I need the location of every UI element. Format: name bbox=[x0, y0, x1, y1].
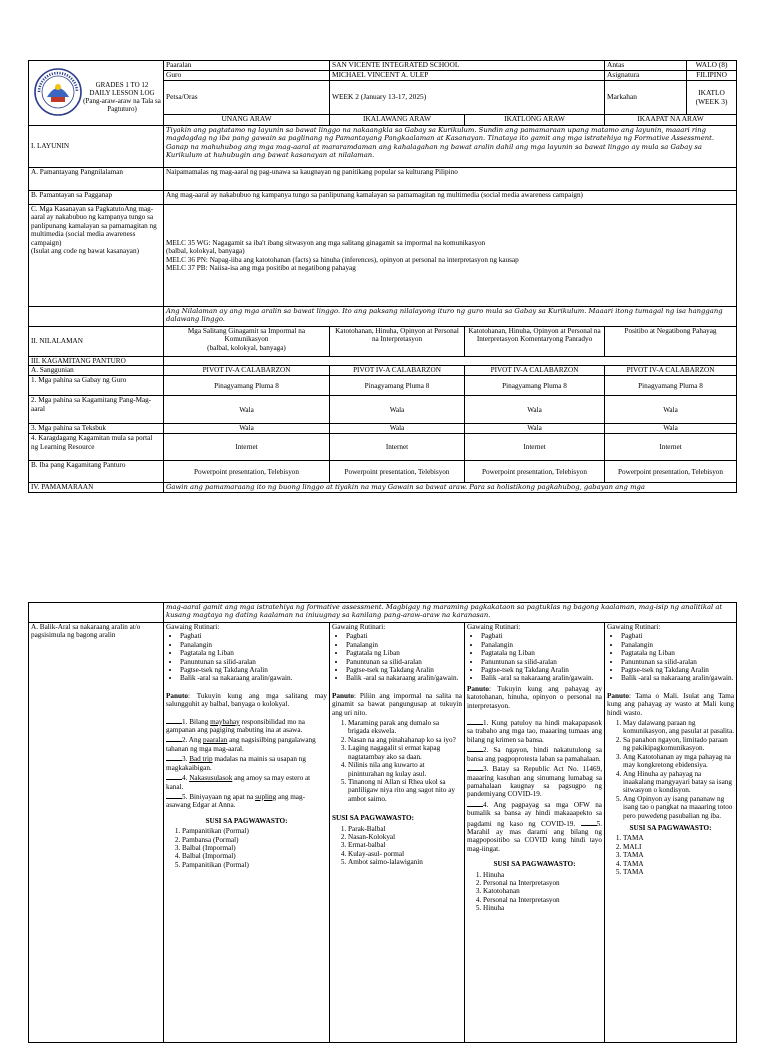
question-text: 3. bbox=[182, 755, 190, 764]
pamamaraan-intro-2: mag-aaral gamit ang mga istratehiya ng formative assessment. Magbigay ng maraming pagkakataon sa pagtuklas ng bagong kaalaman, mag-isip ng analitikal at kusang magtaya ng dating kaalaman na iniuugnay sa kanilang pang-araw-araw na karanasan. bbox=[164, 603, 737, 623]
routine-item: • Panuntunan sa silid-aralan bbox=[621, 658, 734, 666]
balik-aral-day-2 bbox=[330, 623, 465, 1043]
label-grade: Antas bbox=[605, 61, 687, 71]
kagamitan-r4-day-2: Internet bbox=[330, 434, 465, 461]
answer-blank bbox=[166, 734, 182, 742]
panuto-label: Panuto bbox=[332, 691, 354, 700]
label-school: Paaralan bbox=[164, 61, 330, 71]
value-school: SAN VICENTE INTEGRATED SCHOOL bbox=[330, 61, 605, 71]
routine-list-day-4 bbox=[607, 632, 734, 682]
answer-blank bbox=[166, 791, 182, 799]
answer-blank bbox=[467, 799, 483, 807]
routine-title-day-4: Gawaing Rutinari: bbox=[607, 623, 661, 631]
value-grade: WALO (8) bbox=[687, 61, 737, 71]
deped-seal-icon bbox=[33, 67, 83, 117]
day-header-1: UNANG ARAW bbox=[164, 115, 330, 126]
panuto-label: Panuto bbox=[607, 691, 629, 700]
section-pamamaraan-title: IV. PAMAMARAAN bbox=[29, 483, 164, 493]
routine-title-day-3: Gawaing Rutinari: bbox=[467, 623, 521, 631]
header-logo-cell bbox=[29, 61, 164, 126]
pamamaraan-intro-1: Gawin ang pamamaraang ito ng buong linggo at tiyakin na may Gawain sa bawat araw. Para sa holistikong pagkahubog, gabayan ang mga bbox=[164, 483, 737, 493]
underlined-word: supling bbox=[255, 792, 277, 801]
answer-blank bbox=[581, 818, 597, 826]
label-date: Petsa/Oras bbox=[164, 81, 330, 115]
kagamitan-r3-day-2: Wala bbox=[330, 424, 465, 434]
kagamitan-r2-day-4: Wala bbox=[605, 396, 737, 424]
panuto-text: : Piliin ang impormal na salita na ginamit sa bawat pangungusap at tukuyin ang uri nito. bbox=[332, 691, 462, 717]
panuto-text: : Tukuyin kung ang pahayag ay katotohanan, hinuha, opinyon o personal na interpretasyon. bbox=[467, 684, 602, 710]
answer-key-item: 5. Hinuha bbox=[483, 904, 602, 912]
routine-item: • Pagtatala ng Liban bbox=[481, 649, 602, 657]
quarter-line-1: IKATLO bbox=[698, 88, 725, 98]
nilalaman-day-1-types: (balbal, kolokyal, banyaga) bbox=[207, 343, 286, 352]
balik-aral-day-3 bbox=[465, 623, 605, 1043]
layunin-intro: Tiyakin ang pagtatamo ng layunin sa bawat linggo na nakaangkla sa Gabay sa Kurikulum. Sundin ang pamamaraan upang matamo ang layunin, maaari ring magdagdag ng iba pang gawain sa paglinang ng Pamantayang Pangkaalaman at Kasanayan. Tinataya ito gamit ang mga istratehiya ng Formative Assessment. Ganap na mahuhubog ang mga mag-aaral at mararamdaman ang kahalagahan ng bawat aralin dahil ang mga layunin sa bawat linggo ay mula sa Gabay sa Kurikulum at huhubugin ang bawat kasanayan at nilalaman. bbox=[164, 126, 737, 168]
melc-37: MELC 37 PB: Naiisa-isa ang mga positibo at negatibong pahayag bbox=[166, 263, 356, 272]
nilalaman-day-3: Katotohanan, Hinuha, Opinyon at Personal na Interpretasyon Komentaryong Panradyo bbox=[465, 327, 605, 357]
answer-key-day-3 bbox=[467, 871, 602, 913]
kagamitan-r2-day-2: Wala bbox=[330, 396, 465, 424]
routine-item: • Panalangin bbox=[180, 641, 327, 649]
answer-key-item: 1. Parak-Balbal bbox=[348, 825, 462, 833]
section-kagamitan-title: III. KAGAMITANG PANTURO bbox=[29, 357, 164, 366]
question-item: 2. Sa panahon ngayon, limitado paraan ng pakikipagkomunikasyon. bbox=[623, 736, 734, 753]
value-subject: FILIPINO bbox=[687, 71, 737, 81]
answer-key-title-day-4: SUSI SA PAGWAWASTO: bbox=[629, 823, 712, 832]
question-text: responsibilidad mo na gampanan ang pagiging mabuting ina at asawa. bbox=[166, 717, 305, 735]
layunin-b-label: B. Pamantayan sa Pagganap bbox=[29, 191, 164, 205]
answer-key-title-day-1: SUSI SA PAGWAWASTO: bbox=[205, 816, 288, 825]
question-text: 1. Kung patuloy na hindi makapapasok sa trabaho ang mga tao, maaaring tumaas ang bilang ng krimen sa bansa. bbox=[467, 719, 602, 744]
routine-item: • Panalangin bbox=[346, 641, 462, 649]
questions-day-4 bbox=[607, 719, 734, 820]
routine-item: • Balik -aral sa nakaraang aralin/gawain. bbox=[180, 674, 327, 682]
routine-item: • Panalangin bbox=[621, 641, 734, 649]
routine-item: • Pagbati bbox=[481, 632, 602, 640]
routine-item: • Panuntunan sa silid-aralan bbox=[346, 658, 462, 666]
routine-title-day-2: Gawaing Rutinari: bbox=[332, 623, 386, 631]
kagamitan-r2-day-3: Wala bbox=[465, 396, 605, 424]
underlined-word: paaralan bbox=[202, 736, 228, 745]
value-quarter bbox=[687, 81, 737, 115]
quarter-line-2: (WEEK 3) bbox=[695, 96, 728, 106]
question-text: ang nagsisilbing pangalawang tahanan ng mga mag-aaral. bbox=[166, 736, 316, 753]
question-text: 5. Biniyayaan ng apat na bbox=[182, 792, 256, 801]
kagamitan-b-day-2: Powerpoint presentation, Telebisyon bbox=[330, 461, 465, 483]
questions-day-2 bbox=[332, 719, 462, 803]
nilalaman-intro: Ang Nilalaman ay ang mga aralin sa bawat linggo. Ito ang paksang nilalayong ituro ng guro mula sa Gabay sa Kurikulum. Maaari itong tumagal ng isa hanggang dalawang linggo. bbox=[164, 307, 737, 327]
answer-key-item: 5. TAMA bbox=[623, 868, 734, 876]
nilalaman-day-2: Katotohanan, Hinuha, Opinyon at Personal na Interpretasyon bbox=[330, 327, 465, 357]
question-item: 2. Nasan na ang pinahahanap ko sa iyo? bbox=[348, 736, 462, 744]
question-text: ang amoy sa may estero at kanal. bbox=[166, 774, 311, 791]
melc-35: MELC 35 WG: Nagagamit sa iba't ibang sitwasyon ang mga salitang ginagamit sa impormal na komunikasyon bbox=[166, 238, 486, 247]
kagamitan-a-day-2: PIVOT IV-A CALABARZON bbox=[330, 366, 465, 376]
question-2 bbox=[166, 734, 327, 753]
dll-page-1 bbox=[28, 60, 736, 493]
melc-35-types: (balbal, kolokyal, banyaga) bbox=[166, 247, 245, 256]
answer-key-item: 5. Pampanitikan (Pormal) bbox=[182, 861, 327, 869]
answer-key-item: 4. TAMA bbox=[623, 860, 734, 868]
question-1 bbox=[166, 716, 327, 735]
kagamitan-r1-day-4: Pinagyamang Pluma 8 bbox=[605, 376, 737, 396]
answer-blank bbox=[166, 753, 182, 761]
routine-item: • Pagbati bbox=[180, 632, 327, 640]
answer-blank bbox=[467, 744, 483, 752]
routine-item: • Pagbati bbox=[621, 632, 734, 640]
answer-blank bbox=[166, 772, 182, 780]
label-teacher: Guro bbox=[164, 71, 330, 81]
answer-key-day-4 bbox=[607, 834, 734, 876]
kagamitan-b-day-3: Powerpoint presentation, Telebisyon bbox=[465, 461, 605, 483]
dll-page-2 bbox=[28, 602, 736, 1043]
label-subject: Asignatura bbox=[605, 71, 687, 81]
kagamitan-r4-day-4: Internet bbox=[605, 434, 737, 461]
dll-subtitle: (Pang-araw-araw na Tala sa Pagtuturo) bbox=[83, 97, 161, 113]
routine-item: • Balik -aral sa nakaraang aralin/gawain. bbox=[346, 674, 462, 682]
routine-list-day-3 bbox=[467, 632, 602, 682]
balik-aral-day-4 bbox=[605, 623, 737, 1043]
routine-item: • Panuntunan sa silid-aralan bbox=[481, 658, 602, 666]
question-item: 3. Ang Katotohanan ay mga pahayag na may kongkretong ebidensiya. bbox=[623, 753, 734, 770]
kagamitan-r2-day-1: Wala bbox=[164, 396, 330, 424]
answer-key-item: 4. Balbal (Impormal) bbox=[182, 852, 327, 860]
layunin-c-label bbox=[29, 205, 164, 307]
dll-title-line-1: GRADES 1 TO 12 bbox=[95, 81, 149, 89]
answer-key-title-day-3: SUSI SA PAGWAWASTO: bbox=[493, 860, 576, 869]
dll-title-line-2: DAILY LESSON LOG bbox=[89, 89, 155, 97]
answer-key-title-day-2: SUSI SA PAGWAWASTO: bbox=[332, 814, 415, 823]
balik-aral-day-1 bbox=[164, 623, 330, 1043]
day-header-4: IKAAPAT NA ARAW bbox=[605, 115, 737, 126]
answer-key-item: 4. Kulay-asul- pormal bbox=[348, 850, 462, 858]
question-5 bbox=[166, 791, 327, 810]
panuto-day-3 bbox=[467, 685, 602, 710]
routine-item: • Panalangin bbox=[481, 641, 602, 649]
answer-key-item: 2. Nasan-Kolokyal bbox=[348, 833, 462, 841]
underlined-word: Nakasusulasok bbox=[189, 774, 233, 783]
answer-key-item: 3. TAMA bbox=[623, 851, 734, 859]
kagamitan-r3-day-4: Wala bbox=[605, 424, 737, 434]
routine-item: • Pagtse-tsek ng Takdang Aralin bbox=[346, 666, 462, 674]
panuto-label: Panuto bbox=[166, 691, 188, 700]
kagamitan-b-day-4: Powerpoint presentation, Telebisyon bbox=[605, 461, 737, 483]
question-item: 1. May dalawang paraan ng komunikasyon, ang pasulat at pasalita. bbox=[623, 719, 734, 736]
question-4 bbox=[467, 799, 602, 853]
answer-key-item: 5. Ambot saimo-lalawiganin bbox=[348, 858, 462, 866]
answer-blank bbox=[166, 716, 182, 724]
answer-blank bbox=[467, 763, 483, 771]
panuto-label: Panuto bbox=[467, 684, 489, 693]
routine-item: • Pagtatala ng Liban bbox=[180, 649, 327, 657]
layunin-c-label-text: C. Mga Kasanayan sa PagkatutoAng mag-aaral ay nakabubuo ng kampanya tungo sa panlipunang kamalayan sa pamamagitan ng multimedia (social media awareness campaign) bbox=[31, 205, 157, 247]
routine-item: • Pagtatala ng Liban bbox=[621, 649, 734, 657]
question-text: ang mag-asawang Edgar at Anna. bbox=[166, 792, 305, 810]
question-item: 5. Ang Opinyon ay isang pananaw ng isang tao o pangkat na maaaring totoo pero puwedeng pasubalian ng iba. bbox=[623, 795, 734, 820]
question-2 bbox=[467, 744, 602, 763]
question-text: 2. Sa ngayon, hindi nakatutulong sa bansa ang pagpoprotesta laban sa pamahalaan. bbox=[467, 746, 602, 763]
layunin-a-text: Naipamamalas ng mag-aaral ng pag-unawa sa kaugnayan ng panitikang popular sa kulturang Pilipino bbox=[164, 168, 737, 191]
question-item: 4. Ang Hinuha ay pahayag na inaakalang mangyayari batay sa isang sitwasyon o kondisyon. bbox=[623, 770, 734, 795]
kagamitan-b-day-1: Powerpoint presentation, Telebisyon bbox=[164, 461, 330, 483]
routine-item: • Pagtse-tsek ng Takdang Aralin bbox=[180, 666, 327, 674]
question-text: 4. Ang pagpayag sa mga OFW na bumalik sa bansa ay hindi makaaapekto sa pagdami ng kaso ng COVID-19. bbox=[467, 800, 602, 828]
routine-item: • Pagtse-tsek ng Takdang Aralin bbox=[621, 666, 734, 674]
question-text: 1. Bilang bbox=[182, 717, 211, 726]
answer-key-item: 2. Pambansa (Pormal) bbox=[182, 836, 327, 844]
question-text: 4. bbox=[182, 774, 190, 783]
layunin-c-melc bbox=[164, 205, 737, 307]
panuto-text: : Tukuyin kung ang mga salitang may salungguhit ay balbal, banyaga o kolokyal. bbox=[166, 691, 327, 709]
nilalaman-blank bbox=[29, 307, 164, 327]
melc-36: MELC 36 PN: Napag-iiba ang katotohanan (facts) sa hinuha (inferences), opinyon at personal na interpretasyon ng kausap bbox=[166, 255, 519, 264]
routine-list-day-2 bbox=[332, 632, 462, 682]
question-text: 3. Batay sa Republic Act No. 11469, maaaring kasuhan ang sinumang lumabag sa pamahalaan kaugnay sa pagsugpo ng pandemiyang COVID-19. bbox=[467, 765, 602, 799]
kagamitan-r1-day-2: Pinagyamang Pluma 8 bbox=[330, 376, 465, 396]
section-nilalaman-title: II. NILALAMAN bbox=[29, 327, 164, 357]
answer-key-item: 1. Hinuha bbox=[483, 871, 602, 879]
dll-table-1 bbox=[28, 60, 737, 493]
pamamaraan-intro-blank bbox=[29, 603, 164, 623]
kagamitan-r3-label: 3. Mga pahina sa Teksbuk bbox=[29, 424, 164, 434]
day-header-2: IKALAWANG ARAW bbox=[330, 115, 465, 126]
panuto-text: : Tama o Mali. Isulat ang Tama kung ang pahayag ay wasto at Mali kung hindi wasto. bbox=[607, 691, 735, 717]
pamamaraan-a-label: A. Balik-Aral sa nakaraang aralin at/o pagsisimula ng bagong aralin bbox=[29, 623, 164, 1043]
dll-title bbox=[83, 81, 161, 113]
kagamitan-a-day-1: PIVOT IV-A CALABARZON bbox=[164, 366, 330, 376]
question-item: 1. Maraming parak ang dumalo sa brigada ekswela. bbox=[348, 719, 462, 736]
kagamitan-r4-day-1: Internet bbox=[164, 434, 330, 461]
routine-item: • Balik -aral sa nakaraang aralin/gawain. bbox=[621, 674, 734, 682]
day-header-3: IKATLONG ARAW bbox=[465, 115, 605, 126]
underlined-word: Bad trip bbox=[189, 755, 213, 764]
kagamitan-a-label: A. Sanggunian bbox=[29, 366, 164, 376]
question-1 bbox=[467, 717, 602, 744]
panuto-day-2 bbox=[332, 692, 462, 717]
underlined-word: maybahay bbox=[210, 717, 240, 726]
routine-item: • Panuntunan sa silid-aralan bbox=[180, 658, 327, 666]
label-quarter: Markahan bbox=[605, 81, 687, 115]
kagamitan-r4-day-3: Internet bbox=[465, 434, 605, 461]
answer-blank bbox=[467, 717, 483, 725]
nilalaman-day-1 bbox=[164, 327, 330, 357]
kagamitan-b-label: B. Iba pang Kagamitang Panturo bbox=[29, 461, 164, 483]
kagamitan-a-day-3: PIVOT IV-A CALABARZON bbox=[465, 366, 605, 376]
section-layunin-title: I. LAYUNIN bbox=[29, 126, 164, 168]
answer-key-item: 1. Pampanitikan (Pormal) bbox=[182, 827, 327, 835]
answer-key-item: 2. MALI bbox=[623, 843, 734, 851]
kagamitan-r1-day-1: Pinagyamang Pluma 8 bbox=[164, 376, 330, 396]
question-text: madalas na mainis sa usapan ng magkakaibigan. bbox=[166, 755, 306, 772]
nilalaman-day-1-topic: Mga Salitang Ginagamit sa Impormal na Komunikasyon bbox=[187, 327, 306, 344]
routine-item: • Pagbati bbox=[346, 632, 462, 640]
value-date: WEEK 2 (January 13-17, 2025) bbox=[330, 81, 605, 115]
kagamitan-blank bbox=[164, 357, 737, 366]
answer-key-day-2 bbox=[332, 825, 462, 867]
answer-key-day-1 bbox=[166, 827, 327, 869]
routine-item: • Pagtatala ng Liban bbox=[346, 649, 462, 657]
kagamitan-r3-day-1: Wala bbox=[164, 424, 330, 434]
answer-key-item: 4. Personal na Interpretasyon bbox=[483, 896, 602, 904]
kagamitan-r4-label: 4. Karagdagang Kagamitan mula sa portal ng Learning Resource bbox=[29, 434, 164, 461]
layunin-a-label: A. Pamantayang Pangnilalaman bbox=[29, 168, 164, 191]
kagamitan-r1-label: 1. Mga pahina sa Gabay ng Guro bbox=[29, 376, 164, 396]
kagamitan-r2-label: 2. Mga pahina sa Kagamitang Pang-Mag-aaral bbox=[29, 396, 164, 424]
routine-list-day-1 bbox=[166, 632, 327, 682]
question-3 bbox=[467, 763, 602, 799]
question-text: 2. Ang bbox=[182, 736, 203, 745]
kagamitan-r1-day-3: Pinagyamang Pluma 8 bbox=[465, 376, 605, 396]
answer-key-item: 3. Balbal (Impormal) bbox=[182, 844, 327, 852]
question-3 bbox=[166, 753, 327, 772]
routine-title-day-1: Gawaing Rutinari: bbox=[166, 623, 220, 631]
answer-key-item: 3. Ermat-balbal bbox=[348, 841, 462, 849]
answer-key-item: 3. Katotohanan bbox=[483, 887, 602, 895]
layunin-c-note: (Isulat ang code ng bawat kasanayan) bbox=[31, 247, 139, 256]
answer-key-item: 2. Personal na Interpretasyon bbox=[483, 879, 602, 887]
value-teacher: MICHAEL VINCENT A. ULEP bbox=[330, 71, 605, 81]
layunin-b-text: Ang mag-aaral ay nakabubuo ng kampanya tungo sa panlipunang kamalayan sa pamamagitan ng multimedia (social media awareness campaign) bbox=[164, 191, 737, 205]
nilalaman-day-4: Positibo at Negatibong Pahayag bbox=[605, 327, 737, 357]
question-item: 3. Laging nagagalit si ermat kapag nagtatambay ako sa daan. bbox=[348, 744, 462, 761]
question-item: 5. Tinanong ni Allan si Rhea ukol sa panliligaw niya rito ang sagot nito ay ambot saimo. bbox=[348, 778, 462, 803]
question-text: 5. Marahil ay mas darami ang bilang ng magpopositibo sa COVID kung hindi tayo mag-iingat. bbox=[467, 819, 603, 853]
dll-table-2 bbox=[28, 602, 737, 1043]
panuto-day-1 bbox=[166, 692, 327, 709]
question-4 bbox=[166, 772, 327, 791]
kagamitan-r3-day-3: Wala bbox=[465, 424, 605, 434]
routine-item: • Pagtse-tsek ng Takdang Aralin bbox=[481, 666, 602, 674]
kagamitan-a-day-4: PIVOT IV-A CALABARZON bbox=[605, 366, 737, 376]
answer-key-item: 1. TAMA bbox=[623, 834, 734, 842]
routine-item: • Balik -aral sa nakaraang aralin/gawain. bbox=[481, 674, 602, 682]
panuto-day-4 bbox=[607, 692, 734, 717]
question-item: 4. Nilinis nila ang kuwarto at pininturahan ng kulay asul. bbox=[348, 761, 462, 778]
